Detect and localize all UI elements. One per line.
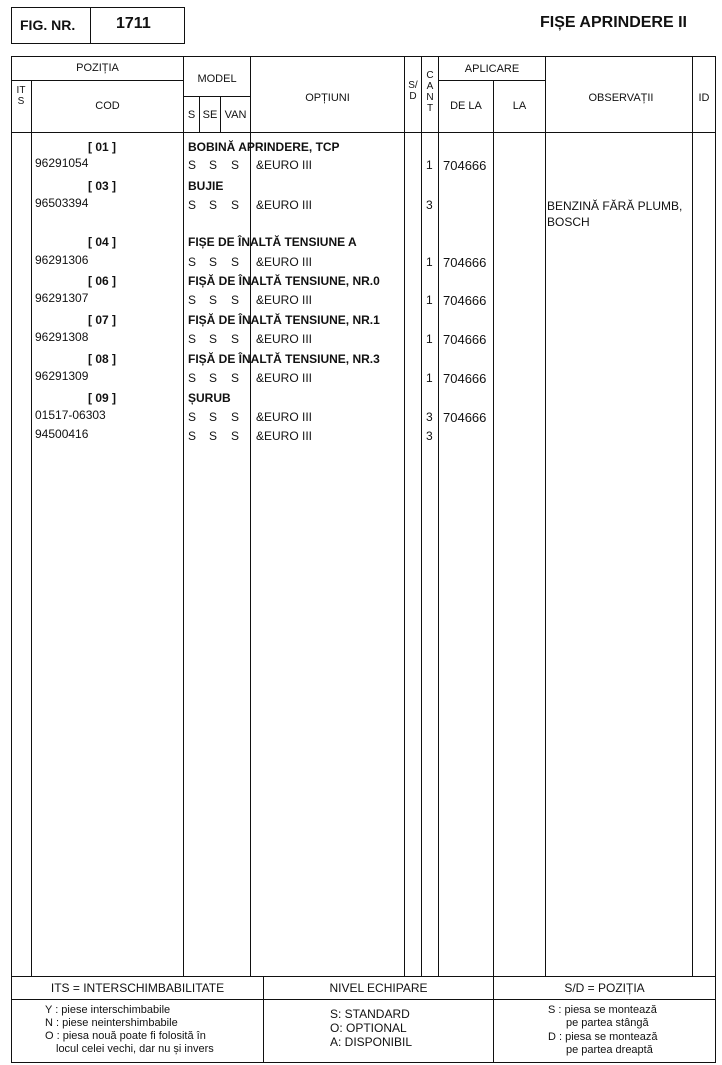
col-line-sd [421, 57, 422, 976]
model-s-value: S [188, 293, 197, 307]
model-sub-line [183, 96, 250, 97]
model-s-value: S [188, 410, 197, 424]
option-value: &EURO III [256, 293, 313, 307]
part-code: 96291054 [35, 156, 89, 170]
cant-value: 3 [426, 410, 433, 424]
cant-value: 3 [426, 198, 433, 212]
position-number: [ 09 ] [88, 391, 117, 405]
cant-value: 1 [426, 158, 433, 172]
position-description: BOBINĂ APRINDERE, TCP [188, 140, 340, 154]
pozitia-line [12, 80, 183, 81]
position-number: [ 08 ] [88, 352, 117, 366]
model-se-value: S [209, 410, 218, 424]
cant-value: 3 [426, 429, 433, 443]
fig-box-divider [90, 8, 91, 43]
option-value: &EURO III [256, 429, 313, 443]
model-s-value: S [188, 198, 197, 212]
legend-sd-line: pe partea dreaptă [566, 1044, 653, 1056]
de-la-value: 704666 [443, 158, 487, 173]
col-header-cod: COD [95, 100, 120, 112]
model-s-value: S [188, 429, 197, 443]
footer-title-line [12, 999, 715, 1000]
de-la-value: 704666 [443, 255, 487, 270]
cant-value: 1 [426, 371, 433, 385]
legend-its-line: O : piesa nouă poate fi folosită în [45, 1030, 206, 1042]
position-number: [ 03 ] [88, 179, 117, 193]
footer-top-line [12, 976, 715, 977]
col-header-its: ITS [16, 85, 26, 107]
col-line-cant [438, 57, 439, 976]
legend-nivel-title: NIVEL ECHIPARE [329, 981, 428, 995]
model-se-value: S [209, 255, 218, 269]
model-s-value: S [188, 332, 197, 346]
model-van-value: S [231, 371, 240, 385]
legend-sd-title: S/D = POZIȚIA [564, 981, 645, 995]
col-header-de-la: DE LA [450, 100, 482, 112]
model-se-value: S [209, 158, 218, 172]
fig-number: 1711 [116, 15, 151, 32]
legend-nivel-line: A: DISPONIBIL [330, 1035, 413, 1049]
model-s-value: S [188, 255, 197, 269]
col-header-observatii: OBSERVAȚII [588, 92, 654, 104]
legend-its-line: locul celei vechi, dar nu și invers [56, 1043, 214, 1055]
aplicare-line [438, 80, 545, 81]
position-number: [ 04 ] [88, 235, 117, 249]
position-number: [ 07 ] [88, 313, 117, 327]
legend-its-title: ITS = INTERSCHIMBABILITATE [50, 981, 225, 995]
header-bottom-line [12, 132, 715, 133]
option-value: &EURO III [256, 158, 313, 172]
col-header-model-se: SE [202, 109, 218, 121]
legend-its-line: N : piese neintershimbabile [45, 1017, 178, 1029]
position-description: FIȘĂ DE ÎNALTĂ TENSIUNE, NR.3 [188, 352, 380, 366]
legend-sd-line: pe partea stângă [566, 1017, 649, 1029]
option-value: &EURO III [256, 332, 313, 346]
part-code: 96503394 [35, 196, 89, 210]
col-header-model-van: VAN [224, 109, 247, 121]
part-code: 96291309 [35, 369, 89, 383]
col-line-cod [183, 57, 184, 976]
col-line-obs [692, 57, 693, 976]
col-header-sd: S/D [408, 80, 418, 102]
de-la-value: 704666 [443, 410, 487, 425]
legend-sd-line: S : piesa se montează [548, 1004, 657, 1016]
part-code: 96291307 [35, 291, 89, 305]
option-value: &EURO III [256, 255, 313, 269]
part-code: 96291308 [35, 330, 89, 344]
de-la-value: 704666 [443, 293, 487, 308]
model-se-value: S [209, 293, 218, 307]
col-line-la [545, 57, 546, 976]
part-code: 96291306 [35, 253, 89, 267]
model-van-value: S [231, 410, 240, 424]
model-van-value: S [231, 293, 240, 307]
col-header-model: MODEL [197, 73, 237, 85]
part-code: 94500416 [35, 427, 89, 441]
position-number: [ 01 ] [88, 140, 117, 154]
model-van-value: S [231, 332, 240, 346]
position-description: FIȘĂ DE ÎNALTĂ TENSIUNE, NR.0 [188, 274, 380, 288]
col-line-dela [493, 81, 494, 976]
model-van-value: S [231, 429, 240, 443]
model-van-value: S [231, 255, 240, 269]
legend-sd-line: D : piesa se montează [548, 1031, 658, 1043]
col-line-its [31, 81, 32, 976]
option-value: &EURO III [256, 410, 313, 424]
col-header-pozitia: POZIȚIA [76, 62, 119, 74]
col-header-cant: CANT [426, 70, 434, 114]
cant-value: 1 [426, 332, 433, 346]
position-description: ȘURUB [188, 391, 231, 405]
position-description: FIȘE DE ÎNALTĂ TENSIUNE A [188, 235, 357, 249]
model-se-value: S [209, 198, 218, 212]
fig-label: FIG. NR. [20, 17, 76, 33]
model-s-value: S [188, 371, 197, 385]
col-header-id: ID [698, 92, 710, 104]
observation-text: BENZINĂ FĂRĂ PLUMB, BOSCH [547, 199, 683, 229]
col-line-van [250, 57, 251, 976]
cant-value: 1 [426, 293, 433, 307]
model-van-value: S [231, 158, 240, 172]
page-title: FIȘE APRINDERE II [540, 14, 687, 31]
legend-nivel-line: S: STANDARD [330, 1007, 410, 1021]
position-description: FIȘĂ DE ÎNALTĂ TENSIUNE, NR.1 [188, 313, 380, 327]
model-s-value: S [188, 158, 197, 172]
col-header-aplicare: APLICARE [464, 63, 520, 75]
legend-its-line: Y : piese interschimbabile [45, 1004, 171, 1016]
position-number: [ 06 ] [88, 274, 117, 288]
col-header-la: LA [512, 100, 527, 112]
model-se-value: S [209, 429, 218, 443]
part-code: 01517-06303 [35, 408, 106, 422]
position-description: BUJIE [188, 179, 224, 193]
legend-nivel-line: O: OPTIONAL [330, 1021, 407, 1035]
col-header-model-s: S [187, 109, 196, 121]
option-value: &EURO III [256, 371, 313, 385]
model-se-value: S [209, 371, 218, 385]
option-value: &EURO III [256, 198, 313, 212]
col-header-optiuni: OPȚIUNI [305, 92, 350, 104]
de-la-value: 704666 [443, 371, 487, 386]
col-line-opt [404, 57, 405, 976]
cant-value: 1 [426, 255, 433, 269]
model-se-value: S [209, 332, 218, 346]
de-la-value: 704666 [443, 332, 487, 347]
model-van-value: S [231, 198, 240, 212]
